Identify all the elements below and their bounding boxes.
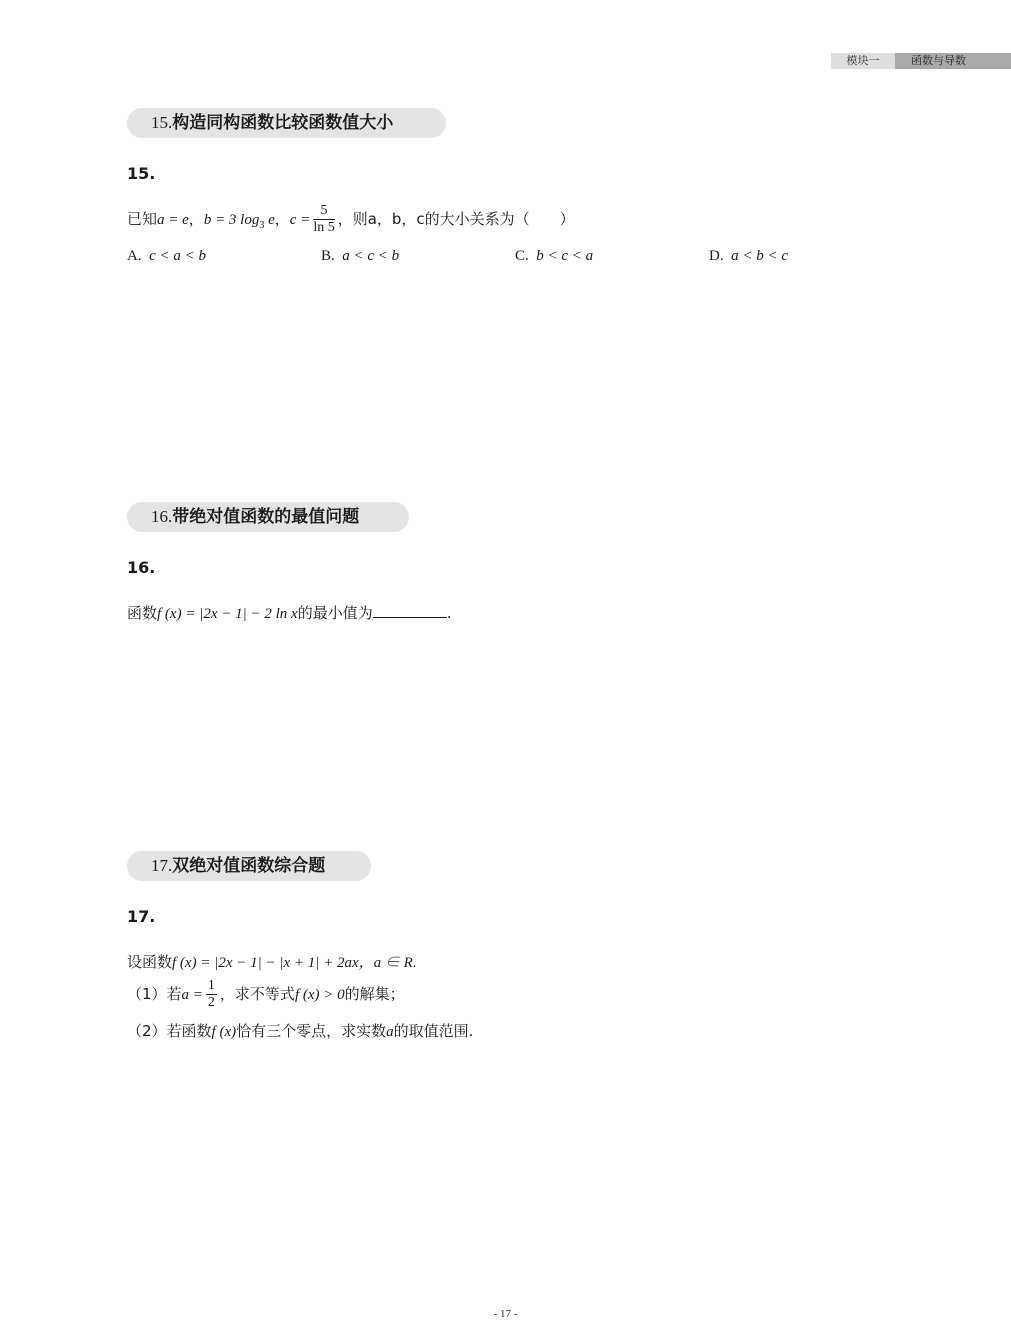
question-16-number: 16. [127,558,156,577]
option-d: D. a < b < c [709,248,788,264]
q15-b-sub: 3 [259,220,265,231]
q15-c-numerator: 5 [313,203,334,220]
question-16-stem: 函数f (x) = |2x − 1| − 2 ln x的最小值为 . [127,604,452,622]
q17-a-fraction: $\frac{1}{2}$ [207,978,215,1010]
section-16-number: 16. [151,507,173,526]
section-15-number: 15. [151,113,173,132]
section-16-heading [127,502,409,532]
q15-b-tail: e [264,212,275,228]
q17-expression: f (x) = |2x − 1| − |x + 1| + 2ax，a ∈ R. [172,955,417,971]
option-b: B. a < c < b [321,248,400,264]
page-number: - 17 - [493,1308,518,1320]
section-17-heading [127,851,371,881]
section-16-title: 带绝对值函数的最值问题 [172,507,360,527]
question-17-part-1: （1）若a = $\frac{1}{2}$ ，求不等式f (x) > 0的解集； [127,978,405,1010]
section-15-heading [127,108,446,138]
q15-b-def: b = 3 log [203,212,260,228]
q15-c-fraction [313,203,334,236]
option-a: A. c < a < b [127,248,206,264]
section-17-title: 双绝对值函数综合题 [172,856,326,876]
question-17-number: 17. [127,907,156,926]
topic-tab: 函数与导数 [895,53,1011,69]
question-17-stem: 设函数f (x) = |2x − 1| − |x + 1| + 2ax，a ∈ R. [127,953,417,971]
question-15-number: 15. [127,164,156,183]
q15-c-denominator: ln 5 [313,220,335,235]
q15-a-def: a = e [157,212,189,228]
section-17-number: 17. [151,856,173,875]
q15-stem-prefix: 已知 [127,210,158,228]
q15-stem-suffix: ，则a，b，c的大小关系为（ ） [337,210,575,228]
module-tab: 模块一 [831,53,895,69]
question-17-part-2: （2）若函数f (x)恰有三个零点，求实数a的取值范围. [127,1022,474,1040]
option-c: C. b < c < a [515,248,594,264]
q15-c-lhs: c = [289,212,311,228]
answer-blank [373,603,447,618]
question-15-stem: 已知a = e，b = 3 $\log_3 e$，c = $\frac{5}{\ln 5}$ ，则a，b，c的大小关系为（ ） [127,203,575,235]
section-15-title: 构造同构函数比较函数值大小 [172,113,394,133]
q16-expression: f (x) = |2x − 1| − 2 ln x [157,606,298,622]
